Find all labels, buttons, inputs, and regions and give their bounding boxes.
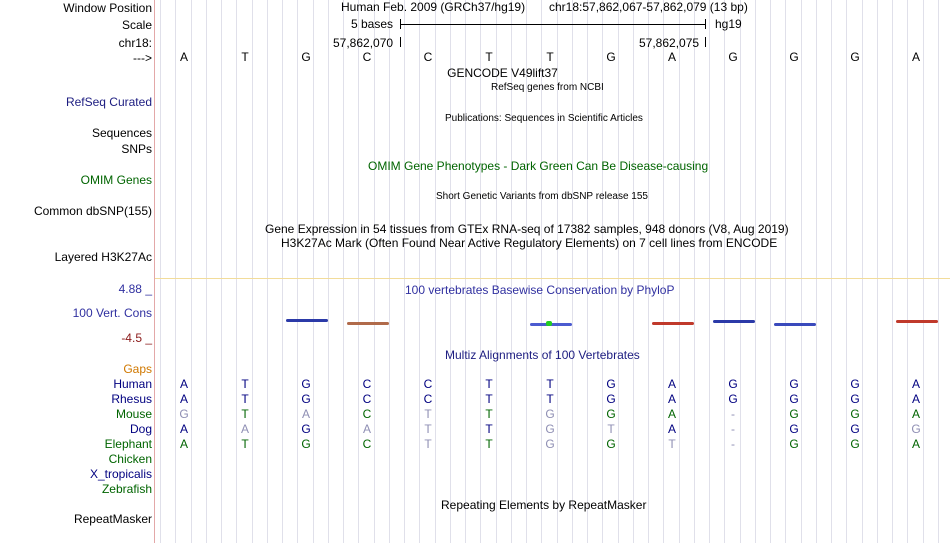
aligned-base: T <box>241 392 249 406</box>
conservation-highlight <box>546 321 552 326</box>
grid-line <box>816 0 817 543</box>
assembly-title: Human Feb. 2009 (GRCh37/hg19) <box>341 0 526 14</box>
aligned-base: C <box>362 407 372 421</box>
grid-line <box>938 0 939 543</box>
aligned-base: G <box>606 437 616 451</box>
grid-line <box>465 0 466 543</box>
grid-line <box>801 0 802 543</box>
aligned-base: G <box>789 377 799 391</box>
vert-cons-label[interactable]: 100 Vert. Cons <box>72 306 152 320</box>
base-letter: T <box>241 50 249 64</box>
aligned-base: A <box>362 422 371 436</box>
conservation-title[interactable]: 100 vertebrates Basewise Conservation by PhyloP <box>405 283 675 297</box>
aligned-base: T <box>241 407 249 421</box>
omim-genes-label[interactable]: OMIM Genes <box>80 173 152 187</box>
aligned-base: G <box>911 422 921 436</box>
snps-label[interactable]: SNPs <box>121 142 152 156</box>
grid-line <box>663 0 664 543</box>
dbsnp-title[interactable]: Short Genetic Variants from dbSNP release 155 <box>436 191 648 202</box>
grid-line <box>343 0 344 543</box>
grid-line <box>694 0 695 543</box>
grid-line <box>206 0 207 543</box>
sequences-label[interactable]: Sequences <box>91 126 152 140</box>
aligned-base: A <box>911 377 920 391</box>
window-position-label: Window Position <box>63 1 152 15</box>
species-label-x_tropicalis[interactable]: X_tropicalis <box>89 467 152 481</box>
layered-h3k27ac-label[interactable]: Layered H3K27Ac <box>54 250 152 264</box>
grid-line <box>907 0 908 543</box>
species-label-dog[interactable]: Dog <box>129 422 152 436</box>
aligned-base: A <box>179 377 188 391</box>
grid-line <box>267 0 268 543</box>
window-position-text: chr18:57,862,067-57,862,079 (13 bp) <box>549 0 748 14</box>
conservation-mark <box>896 320 938 323</box>
grid-line <box>297 0 298 543</box>
species-label-human[interactable]: Human <box>113 377 152 391</box>
aligned-base: A <box>179 437 188 451</box>
grid-line <box>282 0 283 543</box>
aligned-base: G <box>850 392 860 406</box>
base-letter: A <box>179 50 188 64</box>
aligned-base: G <box>606 407 616 421</box>
scale-bar-right-end <box>705 19 706 29</box>
base-letter: A <box>911 50 920 64</box>
aligned-base: - <box>731 407 735 421</box>
aligned-base: T <box>485 377 493 391</box>
aligned-base: C <box>423 377 433 391</box>
multiz-title[interactable]: Multiz Alignments of 100 Vertebrates <box>445 348 640 362</box>
aligned-base: T <box>424 437 432 451</box>
grid-line <box>419 0 420 543</box>
refseq-subtitle[interactable]: RefSeq genes from NCBI <box>491 82 604 93</box>
grid-line <box>648 0 649 543</box>
scale-bases-text: 5 bases <box>351 17 394 31</box>
species-label-zebrafish[interactable]: Zebrafish <box>101 482 152 496</box>
aligned-base: C <box>362 392 372 406</box>
coord-left-tick <box>400 37 401 47</box>
base-letter: T <box>485 50 493 64</box>
cons-max-label: 4.88 _ <box>118 282 152 296</box>
aligned-base: A <box>240 422 249 436</box>
grid-line <box>770 0 771 543</box>
aligned-base: G <box>789 437 799 451</box>
aligned-base: C <box>362 437 372 451</box>
species-label-mouse[interactable]: Mouse <box>115 407 152 421</box>
grid-line <box>160 0 161 543</box>
base-letter: G <box>301 50 311 64</box>
aligned-base: A <box>667 407 676 421</box>
aligned-base: T <box>485 392 493 406</box>
base-letter: G <box>850 50 860 64</box>
aligned-base: C <box>423 392 433 406</box>
aligned-base: G <box>545 422 555 436</box>
db-label: hg19 <box>715 17 742 31</box>
aligned-base: G <box>850 422 860 436</box>
strand-arrow-label[interactable]: ---> <box>133 51 152 65</box>
scale-bar-left-end <box>400 19 401 29</box>
grid-line <box>709 0 710 543</box>
aligned-base: G <box>301 422 311 436</box>
aligned-base: G <box>850 407 860 421</box>
aligned-base: T <box>485 422 493 436</box>
grid-line <box>191 0 192 543</box>
grid-line <box>877 0 878 543</box>
scale-bar <box>400 24 706 25</box>
grid-line <box>740 0 741 543</box>
aligned-base: A <box>179 392 188 406</box>
coord-right: 57,862,075 <box>639 36 700 50</box>
grid-line <box>358 0 359 543</box>
conservation-mark <box>774 323 816 326</box>
grid-line <box>480 0 481 543</box>
aligned-base: G <box>301 377 311 391</box>
aligned-base: - <box>731 437 735 451</box>
aligned-base: G <box>545 437 555 451</box>
chrom-label: chr18: <box>118 36 152 50</box>
base-letter: G <box>606 50 616 64</box>
aligned-base: G <box>850 437 860 451</box>
coord-left: 57,862,070 <box>333 36 394 50</box>
grid-line <box>221 0 222 543</box>
publications-title[interactable]: Publications: Sequences in Scientific Articles <box>445 113 643 124</box>
aligned-base: A <box>911 392 920 406</box>
aligned-base: A <box>667 392 676 406</box>
grid-line <box>923 0 924 543</box>
coord-right-tick <box>705 37 706 47</box>
aligned-base: T <box>241 437 249 451</box>
omim-title[interactable]: OMIM Gene Phenotypes - Dark Green Can Be Disease-causing <box>368 159 709 173</box>
grid-line <box>633 0 634 543</box>
aligned-base: A <box>911 437 920 451</box>
refseq-curated-label[interactable]: RefSeq Curated <box>65 95 152 109</box>
grid-line <box>618 0 619 543</box>
h3k27ac-title[interactable]: H3K27Ac Mark (Often Found Near Active Regulatory Elements) on 7 cell lines from ENCODE <box>281 236 778 250</box>
aligned-base: G <box>606 392 616 406</box>
base-letter: A <box>667 50 676 64</box>
gaps-label[interactable]: Gaps <box>123 362 152 376</box>
gencode-title[interactable]: GENCODE V49lift37 <box>447 66 558 80</box>
base-letter: G <box>789 50 799 64</box>
aligned-base: T <box>546 377 554 391</box>
aligned-base: T <box>607 422 615 436</box>
aligned-base: C <box>362 377 372 391</box>
grid-line <box>755 0 756 543</box>
grid-line <box>846 0 847 543</box>
aligned-base: G <box>850 377 860 391</box>
aligned-base: T <box>424 407 432 421</box>
aligned-base: G <box>728 377 738 391</box>
track-separator <box>155 278 950 279</box>
cons-min-label: -4.5 _ <box>121 331 152 345</box>
aligned-base: T <box>485 437 493 451</box>
grid-line <box>389 0 390 543</box>
conservation-mark <box>713 320 755 323</box>
grid-line <box>785 0 786 543</box>
aligned-base: G <box>789 407 799 421</box>
aligned-base: T <box>485 407 493 421</box>
aligned-base: G <box>545 407 555 421</box>
aligned-base: A <box>667 377 676 391</box>
scale-label: Scale <box>121 18 152 32</box>
gtex-title[interactable]: Gene Expression in 54 tissues from GTEx RNA-seq of 17382 samples, 948 donors (V8, Aug 2019) <box>265 222 789 236</box>
grid-line <box>374 0 375 543</box>
base-letter: C <box>362 50 372 64</box>
aligned-base: G <box>606 377 616 391</box>
grid-line <box>724 0 725 543</box>
grid-line <box>892 0 893 543</box>
grid-line <box>679 0 680 543</box>
base-letter: C <box>423 50 433 64</box>
species-label-chicken[interactable]: Chicken <box>108 452 152 466</box>
aligned-base: T <box>668 437 676 451</box>
grid-line <box>831 0 832 543</box>
aligned-base: G <box>728 392 738 406</box>
aligned-base: - <box>731 422 735 436</box>
repeatmasker-title[interactable]: Repeating Elements by RepeatMasker <box>441 498 647 512</box>
grid-line <box>175 0 176 543</box>
aligned-base: A <box>179 422 188 436</box>
aligned-base: G <box>179 407 189 421</box>
aligned-base: T <box>241 377 249 391</box>
grid-line <box>252 0 253 543</box>
conservation-mark <box>347 322 389 325</box>
conservation-mark <box>652 322 694 325</box>
repeatmasker-label[interactable]: RepeatMasker <box>73 512 152 526</box>
grid-line <box>313 0 314 543</box>
aligned-base: G <box>301 392 311 406</box>
aligned-base: T <box>546 392 554 406</box>
grid-line <box>450 0 451 543</box>
common-dbsnp-label[interactable]: Common dbSNP(155) <box>33 204 152 218</box>
base-letter: T <box>546 50 554 64</box>
base-letter: G <box>728 50 738 64</box>
aligned-base: A <box>667 422 676 436</box>
aligned-base: G <box>301 437 311 451</box>
grid-line <box>328 0 329 543</box>
species-label-elephant[interactable]: Elephant <box>104 437 152 451</box>
species-label-rhesus[interactable]: Rhesus <box>111 392 152 406</box>
grid-line <box>862 0 863 543</box>
grid-line <box>236 0 237 543</box>
aligned-base: A <box>301 407 310 421</box>
aligned-base: A <box>911 407 920 421</box>
conservation-mark <box>286 319 328 322</box>
aligned-base: T <box>424 422 432 436</box>
aligned-base: G <box>789 392 799 406</box>
grid-line <box>404 0 405 543</box>
grid-line <box>435 0 436 543</box>
aligned-base: G <box>789 422 799 436</box>
label-gutter-divider <box>154 0 155 543</box>
